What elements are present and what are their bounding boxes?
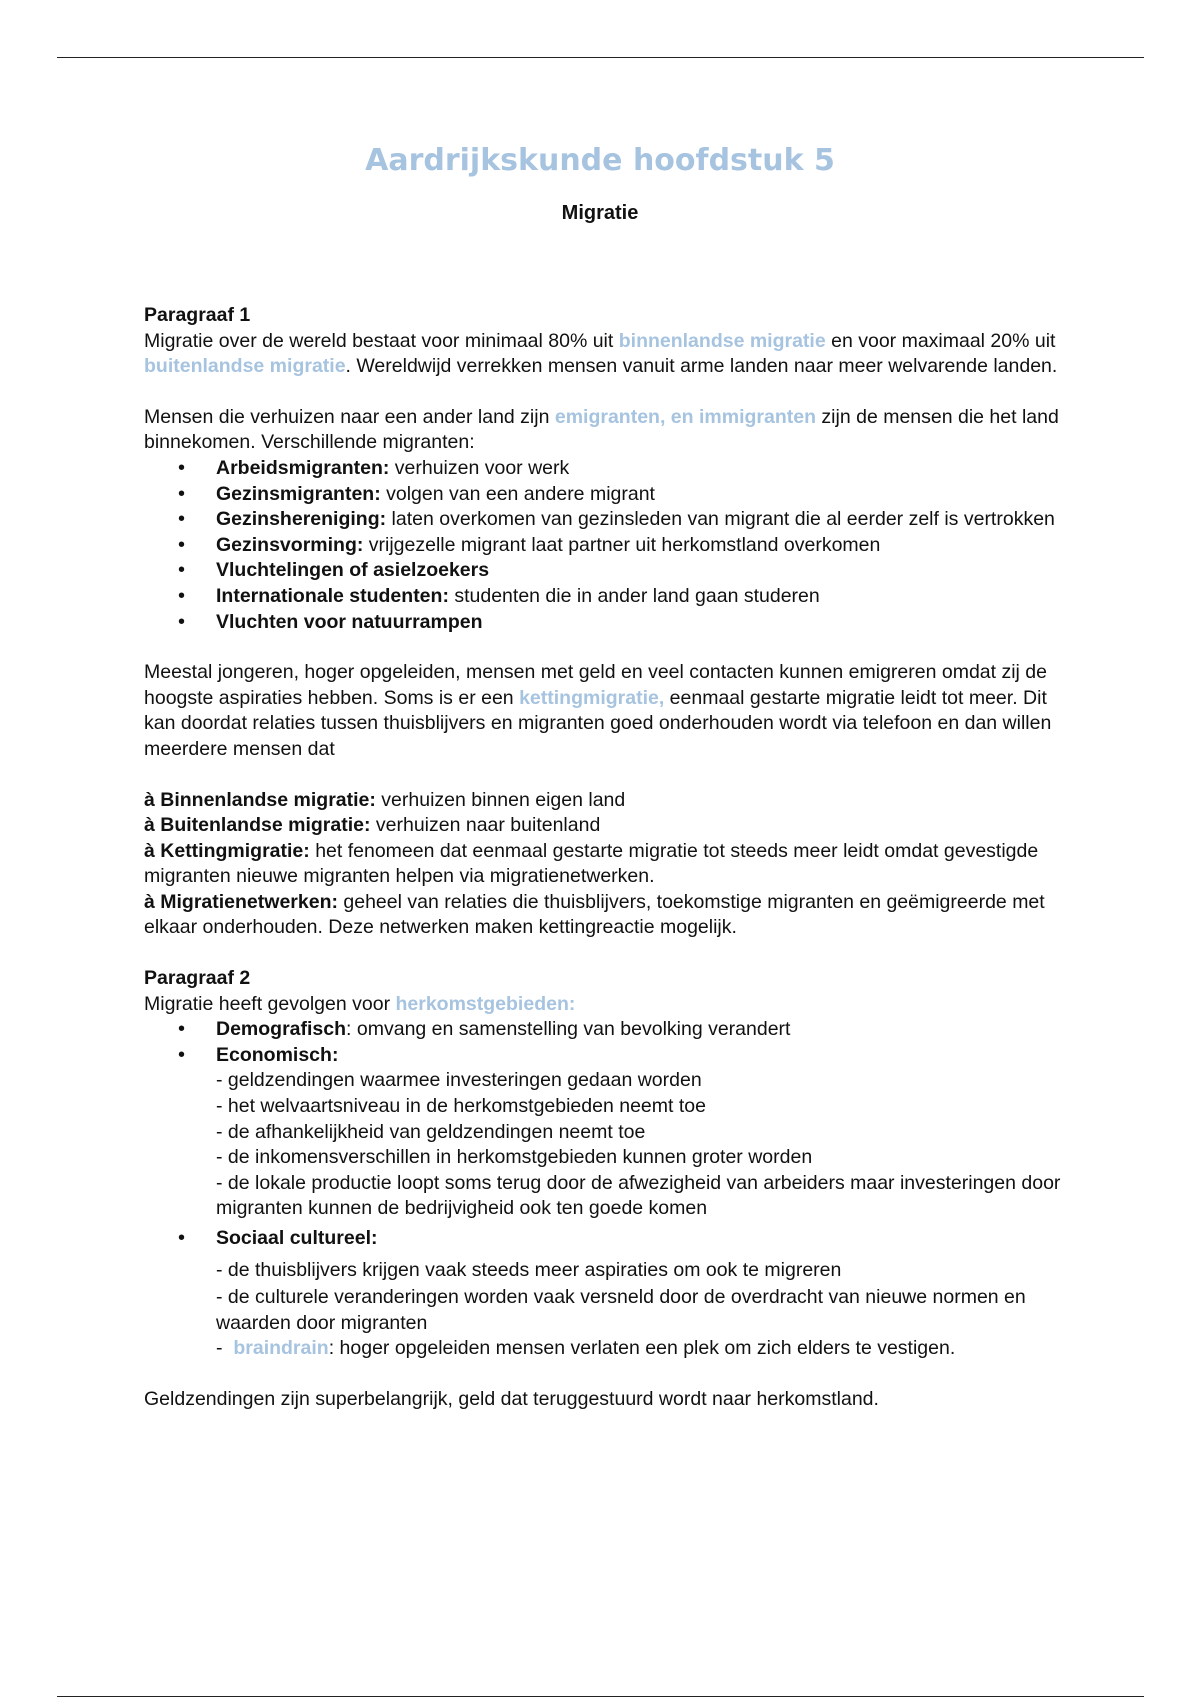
highlight-herkomstgebieden: herkomstgebieden: [395, 992, 576, 1015]
list-item-demografisch: • Demografisch: omvang en samenstelling van bevolking verandert [216, 1017, 1064, 1043]
closing-paragraph: Geldzendingen zijn superbelangrijk, geld dat teruggestuurd wordt naar herkomstland. [144, 1387, 879, 1410]
list-item: • Internationale studenten: studenten die in ander land gaan studeren [216, 584, 1064, 610]
highlight-binnenlandse-migratie: binnenlandse migratie [618, 329, 826, 352]
sub-item: - het welvaartsniveau in de herkomstgebieden neemt toe [216, 1095, 706, 1118]
sub-item: - de inkomensverschillen in herkomstgebieden kunnen groter worden [216, 1146, 813, 1169]
paragraph-2-intro: Migratie heeft gevolgen voor herkomstgebieden: [144, 992, 576, 1015]
highlight-braindrain: braindrain [233, 1337, 329, 1360]
sub-item: - de afhankelijkheid van geldzendingen neemt toe [216, 1120, 646, 1143]
document-body [144, 303, 1064, 1413]
migrant-types-list [144, 456, 1064, 635]
sub-item: - de culturele veranderingen worden vaak versneld door de overdracht van nieuwe normen en waarden door migranten [216, 1286, 1026, 1334]
list-item: • Arbeidsmigranten: verhuizen voor werk [216, 456, 1064, 482]
definition-item: à Buitenlandse migratie: verhuizen naar buitenland [144, 814, 601, 837]
sub-item: - de lokale productie loopt soms terug door de afwezigheid van arbeiders maar investeringen door migranten kunnen de bedrijvigheid ook ten goede komen [216, 1171, 1061, 1220]
highlight-kettingmigratie: kettingmigratie, [519, 686, 665, 709]
highlight-emigranten: emigranten, en immigranten [554, 405, 816, 428]
document-title: Aardrijkskunde hoofdstuk 5 [365, 143, 835, 178]
paragraph-2-heading: Paragraaf 2 [144, 967, 251, 990]
migrants-intro: Mensen die verhuizen naar een ander land zijn emigranten, en immigranten zijn de mensen die het land binnekomen. Verschillende migranten: [144, 405, 1059, 454]
document-subtitle: Migratie [561, 202, 639, 224]
paragraph-1-intro: Migratie over de wereld bestaat voor minimaal 80% uit binnenlandse migratie en voor maximaal 20% uit buitenlandse migratie. Wereldwijd verrekken mensen vanuit arme landen naar meer welvarende landen. [144, 329, 1058, 378]
sub-item-braindrain: - braindrain: hoger opgeleiden mensen verlaten een plek om zich elders te vestigen. [216, 1337, 956, 1360]
paragraph-1-heading: Paragraaf 1 [144, 304, 251, 326]
list-item: • Gezinsvorming: vrijgezelle migrant laat partner uit herkomstland overkomen [216, 533, 1064, 559]
bottom-rule [57, 1696, 1144, 1697]
definition-item: à Kettingmigratie: het fenomeen dat eenmaal gestarte migratie tot steeds meer leidt omdat gevestigde migranten nieuwe migranten helpen via migratienetwerken. [144, 839, 1039, 888]
definition-item: à Migratienetwerken: geheel van relaties die thuisblijvers, toekomstige migranten en geëmigreerde met elkaar onderhouden. Deze netwerken maken kettingreactie mogelijk. [144, 890, 1045, 939]
sub-item: - de thuisblijvers krijgen vaak steeds meer aspiraties om ook te migreren [216, 1258, 842, 1281]
sub-item: - geldzendingen waarmee investeringen gedaan worden [216, 1069, 702, 1092]
top-rule [57, 57, 1144, 58]
list-item: • Gezinsmigranten: volgen van een andere migrant [216, 482, 1064, 508]
list-item: • Gezinshereniging: laten overkomen van gezinsleden van migrant die al eerder zelf is vertrokken [216, 507, 1064, 533]
list-item-sociaal: • Sociaal cultureel: - de thuisblijvers krijgen vaak steeds meer aspiraties om ook te migreren - de culturele veranderingen worden vaak versneld door de overdracht van nieuwe normen en waarden door migranten - braindrain: hoger opgeleiden mensen verlaten een plek om zich elders te vestigen. [216, 1226, 1064, 1362]
highlight-buitenlandse-migratie: buitenlandse migratie [144, 355, 346, 378]
list-item: • Vluchten voor natuurrampen [216, 610, 1064, 636]
list-item: • Vluchtelingen of asielzoekers [216, 558, 1064, 584]
chain-migration-paragraph: Meestal jongeren, hoger opgeleiden, mensen met geld en veel contacten kunnen emigreren omdat zij de hoogste aspiraties hebben. Soms is er een kettingmigratie, eenmaal gestarte migratie leidt tot meer. Dit kan doordat relaties tussen thuisblijvers en migranten goed onderhouden wordt via telefoon en dan willen meerdere mensen dat [144, 661, 1052, 760]
list-item-economisch: • Economisch: - geldzendingen waarmee investeringen gedaan worden - het welvaartsniveau in de herkomstgebieden neemt toe - de afhankelijkheid van geldzendingen neemt toe - de inkomensverschillen in herkomstgebieden kunnen groter worden - de lokale productie loopt soms terug door de afwezigheid van arbeiders maar investeringen door migranten kunnen de bedrijvigheid ook ten goede komen [216, 1043, 1064, 1222]
consequences-list [144, 1017, 1064, 1362]
definition-item: à Binnenlandse migratie: verhuizen binnen eigen land [144, 788, 626, 811]
